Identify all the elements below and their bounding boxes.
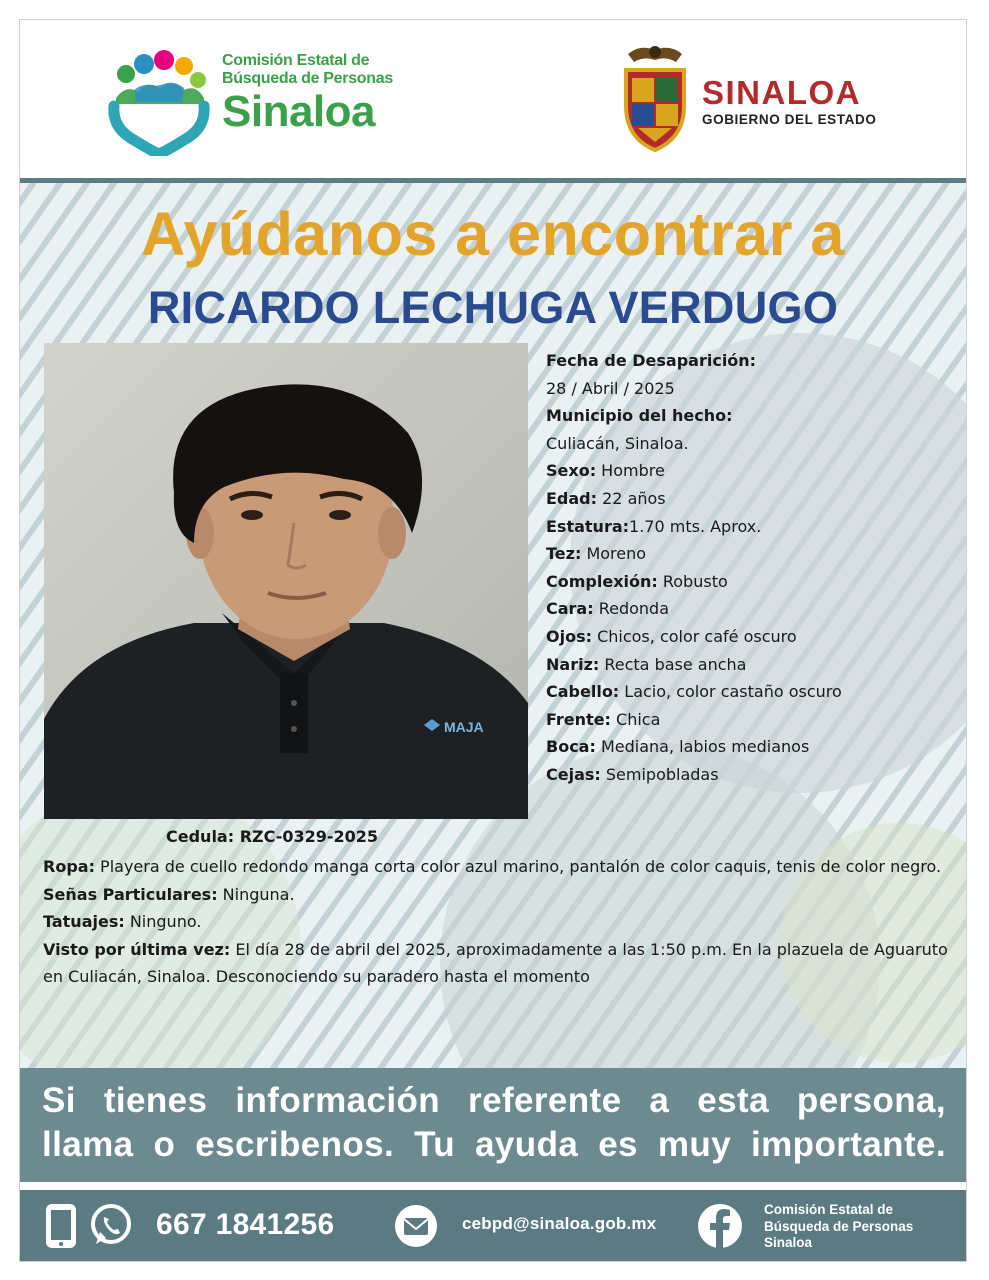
desc-tatuajes: Tatuajes: Ninguno. [43, 912, 202, 932]
org-name-line1: Comisión Estatal de [222, 52, 370, 69]
person-photo [44, 343, 528, 819]
mobile-phone-icon [40, 1202, 82, 1250]
person-description [43, 853, 955, 991]
phone-number[interactable]: 667 1841256 [156, 1208, 335, 1241]
gov-subtitle: GOBIERNO DEL ESTADO [702, 112, 877, 127]
desc-visto: Visto por última vez: El día 28 de abril del 2025, aproximadamente a las 1:50 p.m. En la plazuela de Aguaruto en Culiacán, Sinaloa. Desconociendo su paradero hasta el momento [43, 939, 948, 987]
detail-complexion: Complexión: Robusto [546, 571, 728, 591]
banner-line1: Si tienes información referente a esta persona, [42, 1081, 946, 1120]
detail-boca: Boca: Mediana, labios medianos [546, 737, 810, 757]
cedula-number: Cedula: RZC-0329-2025 [166, 827, 379, 846]
detail-fecha-value: 28 / Abril / 2025 [546, 378, 675, 398]
facebook-page-name[interactable]: Comisión Estatal de Búsqueda de Personas Sinaloa [764, 1202, 914, 1250]
org-name-sinaloa: Sinaloa [222, 87, 375, 136]
banner-line2: llama o escribenos. Tu ayuda es muy importante. [42, 1125, 946, 1164]
org-name-line2: Búsqueda de Personas [222, 70, 393, 87]
detail-cejas: Cejas: Semipobladas [546, 764, 719, 784]
headline: Ayúdanos a encontrar a [141, 200, 845, 268]
person-details [546, 347, 946, 789]
contact-bar [20, 1190, 966, 1262]
state-coat-of-arms [620, 40, 690, 154]
person-name: RICARDO LECHUGA VERDUGO [147, 282, 839, 333]
whatsapp-icon[interactable] [88, 1202, 134, 1248]
cebp-heart-logo [104, 40, 214, 156]
shirt-logo-text: MAJA [444, 719, 484, 735]
detail-municipio-label: Municipio del hecho: [546, 406, 733, 426]
detail-tez: Tez: Moreno [546, 544, 647, 564]
missing-person-poster [19, 19, 967, 1262]
detail-cabello: Cabello: Lacio, color castaño oscuro [546, 682, 842, 702]
detail-estatura: Estatura:1.70 mts. Aprox. [546, 516, 762, 536]
detail-cara: Cara: Redonda [546, 599, 669, 619]
detail-sexo: Sexo: Hombre [546, 461, 665, 481]
facebook-icon[interactable] [696, 1202, 744, 1250]
detail-fecha-label: Fecha de Desaparición: [546, 351, 757, 370]
poster-main [20, 178, 966, 1070]
detail-municipio-value: Culiacán, Sinaloa. [546, 433, 689, 453]
desc-ropa: Ropa: Playera de cuello redondo manga corta color azul marino, pantalón de color caquis, tenis de color negro. [43, 857, 942, 876]
detail-nariz: Nariz: Recta base ancha [546, 654, 747, 674]
info-banner [20, 1068, 966, 1182]
detail-ojos: Ojos: Chicos, color café oscuro [546, 626, 797, 646]
detail-frente: Frente: Chica [546, 709, 661, 729]
email-address[interactable]: cebpd@sinaloa.gob.mx [462, 1214, 657, 1233]
poster-header [20, 20, 966, 178]
desc-senas: Señas Particulares: Ninguna. [43, 884, 295, 904]
email-icon[interactable] [394, 1204, 438, 1248]
detail-edad: Edad: 22 años [546, 488, 666, 508]
gov-title: SINALOA [702, 74, 861, 111]
